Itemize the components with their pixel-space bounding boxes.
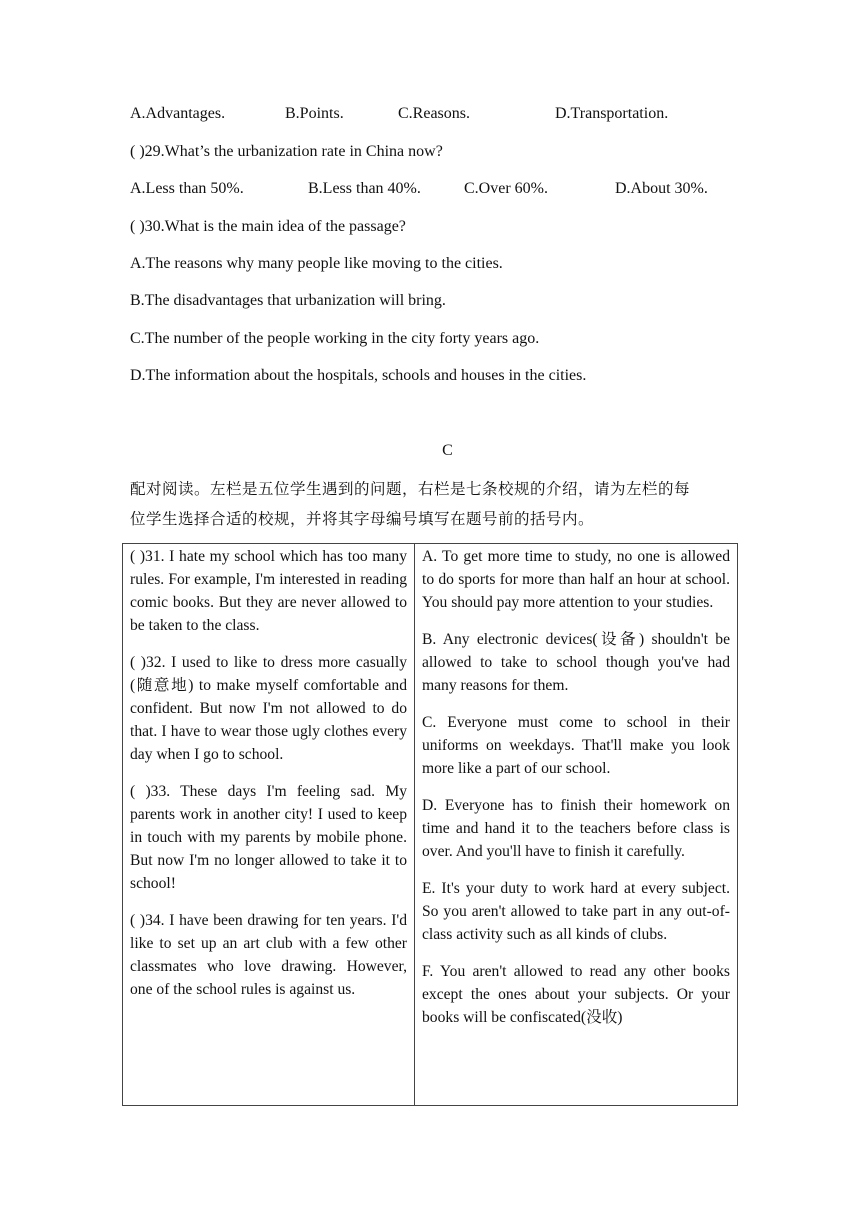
rule-c: C. Everyone must come to school in their uniforms on weekdays. That'll make you look more like a part of our school. <box>422 714 730 777</box>
problems-column <box>123 544 415 1106</box>
problem-32: ( )32. I used to like to dress more casually (随意地) to make myself comfortable and confident. But now I'm not allowed to do that. I have to wear those ugly clothes every day when I go to school. <box>130 654 407 763</box>
rule-f: F. You aren't allowed to read any other books except the ones about your subjects. Or your books will be confiscated(没收) <box>422 963 730 1026</box>
problem-33: ( )33. These days I'm feeling sad. My parents work in another city! I used to keep in touch with my parents by mobile phone. But now I'm no longer allowed to take it to school! <box>130 783 407 892</box>
section-instructions-line-2: 位学生选择合适的校规，并将其字母编号填写在题号前的括号内。 <box>130 510 595 528</box>
q28-option-b: B.Points. <box>285 105 344 122</box>
section-heading: C <box>442 442 453 459</box>
q29-option-c: C.Over 60%. <box>464 180 548 197</box>
q29-option-d: D.About 30%. <box>615 180 708 197</box>
q30-stem: ( )30.What is the main idea of the passage? <box>130 218 406 235</box>
rule-d: D. Everyone has to finish their homework on time and hand it to the teachers before class is over. And you'll have to finish it carefully. <box>422 797 730 860</box>
q30-option-a: A.The reasons why many people like moving to the cities. <box>130 255 503 272</box>
q29-option-a: A.Less than 50%. <box>130 180 244 197</box>
rule-a: A. To get more time to study, no one is allowed to do sports for more than half an hour at school. You should pay more attention to your studies. <box>422 548 730 611</box>
q30-option-d: D.The information about the hospitals, schools and houses in the cities. <box>130 367 587 384</box>
problem-34: ( )34. I have been drawing for ten years. I'd like to set up an art club with a few other classmates who love drawing. However, one of the school rules is against us. <box>130 912 407 998</box>
rule-b: B. Any electronic devices(设备) shouldn't be allowed to take to school though you've had many reasons for them. <box>422 631 730 694</box>
q29-stem: ( )29.What’s the urbanization rate in China now? <box>130 143 443 160</box>
q28-option-a: A.Advantages. <box>130 105 226 122</box>
q28-option-d: D.Transportation. <box>555 105 669 122</box>
q28-option-c: C.Reasons. <box>398 105 470 122</box>
q30-option-b: B.The disadvantages that urbanization will bring. <box>130 292 446 309</box>
rules-column <box>415 544 738 1106</box>
q29-option-b: B.Less than 40%. <box>308 180 421 197</box>
problem-31: ( )31. I hate my school which has too many rules. For example, I'm interested in reading comic books. But they are never allowed to be taken to the class. <box>130 548 407 634</box>
matching-table <box>122 543 738 1106</box>
section-instructions-line-1: 配对阅读。左栏是五位学生遇到的问题，右栏是七条校规的介绍，请为左栏的每 <box>130 480 691 498</box>
q30-option-c: C.The number of the people working in the city forty years ago. <box>130 330 540 347</box>
rule-e: E. It's your duty to work hard at every subject. So you aren't allowed to take part in any out-of-class activity such as all kinds of clubs. <box>422 880 730 943</box>
